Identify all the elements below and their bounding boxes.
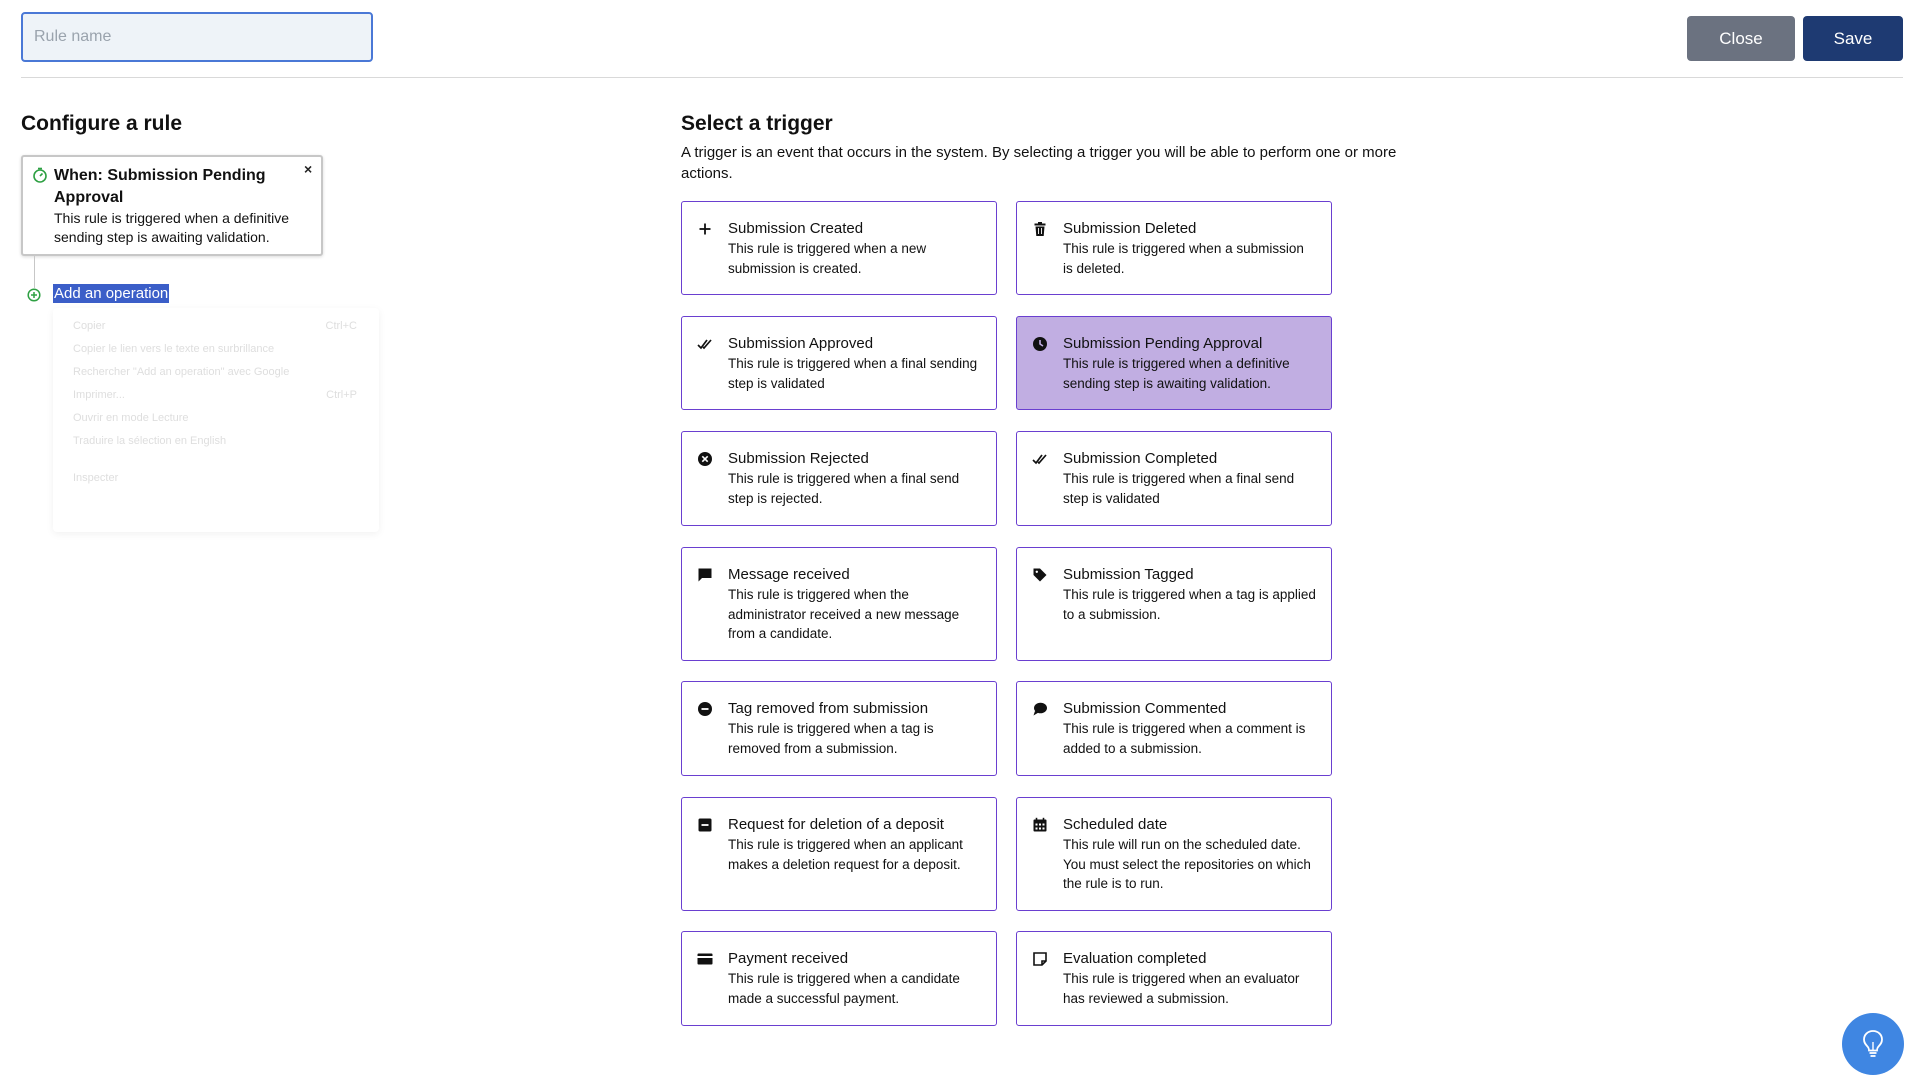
when-trigger-card[interactable]	[21, 155, 323, 256]
trigger-description: This rule is triggered when a submission is deleted.	[1063, 241, 1304, 276]
context-menu-shortcut: Ctrl+C	[325, 320, 357, 332]
trigger-title: Payment received	[728, 950, 849, 967]
context-menu	[53, 308, 379, 532]
configure-rule-title: Configure a rule	[21, 112, 183, 135]
lightbulb-icon	[1860, 1029, 1886, 1059]
add-operation-plus-circle-icon[interactable]	[27, 288, 41, 302]
context-menu-item[interactable]: Copier le lien vers le texte en surbrillance	[73, 343, 275, 355]
trigger-title: Evaluation completed	[1063, 950, 1207, 967]
context-menu-item[interactable]: Imprimer...	[73, 389, 125, 401]
context-menu-item[interactable]: Ouvrir en mode Lecture	[73, 412, 189, 424]
rule-name-input[interactable]	[21, 12, 373, 62]
trigger-description: This rule is triggered when a final sending step is validated	[728, 356, 978, 391]
close-button[interactable]: Close	[1687, 16, 1795, 61]
trigger-description: This rule is triggered when a candidate made a successful payment.	[728, 971, 960, 1006]
trigger-title: Submission Created	[728, 220, 864, 237]
credit-card-icon	[697, 951, 713, 967]
stopwatch-icon	[32, 167, 48, 183]
top-bar	[0, 0, 1916, 78]
trigger-card-payment-received[interactable]	[681, 931, 997, 1026]
save-button[interactable]: Save	[1803, 16, 1903, 61]
context-menu-shortcut: Ctrl+P	[326, 389, 357, 401]
context-menu-item[interactable]: Traduire la sélection en English	[73, 435, 227, 447]
trash-icon	[1032, 221, 1048, 237]
trigger-description: This rule is triggered when a new submission is created.	[728, 241, 927, 276]
plus-icon	[697, 221, 713, 237]
trigger-title: Submission Deleted	[1063, 220, 1197, 237]
minus-circle-icon	[697, 701, 713, 717]
trigger-description: This rule will run on the scheduled date. You must select the repositories on which the rule is to run.	[1063, 837, 1311, 891]
trigger-title: Submission Tagged	[1063, 566, 1194, 583]
trigger-card-submission-tagged[interactable]	[1016, 547, 1332, 661]
trigger-description: This rule is triggered when a definitive sending step is awaiting validation.	[1063, 356, 1290, 391]
double-check-icon	[697, 336, 713, 352]
trigger-card-tag-removed[interactable]	[681, 681, 997, 776]
calendar-icon	[1032, 817, 1048, 833]
trigger-card-submission-rejected[interactable]	[681, 431, 997, 526]
trigger-title: Submission Completed	[1063, 450, 1218, 467]
trigger-description: This rule is triggered when a comment is added to a submission.	[1063, 721, 1306, 756]
double-check-icon	[1032, 451, 1048, 467]
trigger-card-submission-pending-approval[interactable]	[1016, 316, 1332, 410]
select-trigger-description: A trigger is an event that occurs in the system. By selecting a trigger you will be able to perform one or more actions.	[681, 144, 1397, 182]
trigger-card-submission-created[interactable]	[681, 201, 997, 295]
minus-square-icon	[697, 817, 713, 833]
trigger-title: Request for deletion of a deposit	[728, 816, 944, 833]
trigger-description: This rule is triggered when an applicant makes a deletion request for a deposit.	[728, 837, 963, 872]
trigger-description: This rule is triggered when the administrator received a new message from a candidate.	[728, 587, 960, 641]
tag-icon	[1032, 567, 1048, 583]
add-operation-link[interactable]: Add an operation	[54, 285, 169, 302]
trigger-card-evaluation-completed[interactable]	[1016, 931, 1332, 1026]
note-icon	[1032, 951, 1048, 967]
trigger-description: This rule is triggered when a tag is applied to a submission.	[1063, 587, 1316, 622]
select-trigger-title: Select a trigger	[681, 112, 833, 135]
trigger-title: Tag removed from submission	[728, 700, 929, 717]
flow-connector	[34, 256, 35, 288]
trigger-title: Submission Commented	[1063, 700, 1227, 717]
trigger-description: This rule is triggered when an evaluator has reviewed a submission.	[1063, 971, 1300, 1006]
context-menu-item[interactable]: Copier	[73, 320, 106, 332]
trigger-description: This rule is triggered when a final send step is rejected.	[728, 471, 960, 506]
trigger-card-submission-deleted[interactable]	[1016, 201, 1332, 295]
trigger-card-submission-approved[interactable]	[681, 316, 997, 410]
remove-trigger-close-icon[interactable]: ×	[304, 161, 313, 177]
context-menu-item[interactable]: Inspecter	[73, 472, 119, 484]
message-icon	[697, 567, 713, 583]
trigger-card-message-received[interactable]	[681, 547, 997, 661]
trigger-title: Message received	[728, 566, 850, 583]
x-circle-icon	[697, 451, 713, 467]
clock-icon	[1032, 336, 1048, 352]
trigger-title: Submission Pending Approval	[1063, 335, 1263, 352]
header-divider	[21, 77, 1903, 78]
help-button[interactable]	[1842, 1013, 1904, 1075]
trigger-card-submission-completed[interactable]	[1016, 431, 1332, 526]
trigger-card-submission-commented[interactable]	[1016, 681, 1332, 776]
trigger-description: This rule is triggered when a final send step is validated	[1063, 471, 1295, 506]
when-description: This rule is triggered when a definitive sending step is awaiting validation.	[54, 210, 290, 245]
context-menu-item[interactable]: Rechercher "Add an operation" avec Google	[73, 366, 290, 378]
trigger-title: Submission Rejected	[728, 450, 869, 467]
trigger-card-deletion-request[interactable]	[681, 797, 997, 911]
trigger-title: Submission Approved	[728, 335, 874, 352]
trigger-description: This rule is triggered when a tag is removed from a submission.	[728, 721, 934, 756]
comment-icon	[1032, 701, 1048, 717]
trigger-title: Scheduled date	[1063, 816, 1168, 833]
trigger-card-scheduled-date[interactable]	[1016, 797, 1332, 911]
when-title: When: Submission Pending Approval	[54, 167, 266, 206]
